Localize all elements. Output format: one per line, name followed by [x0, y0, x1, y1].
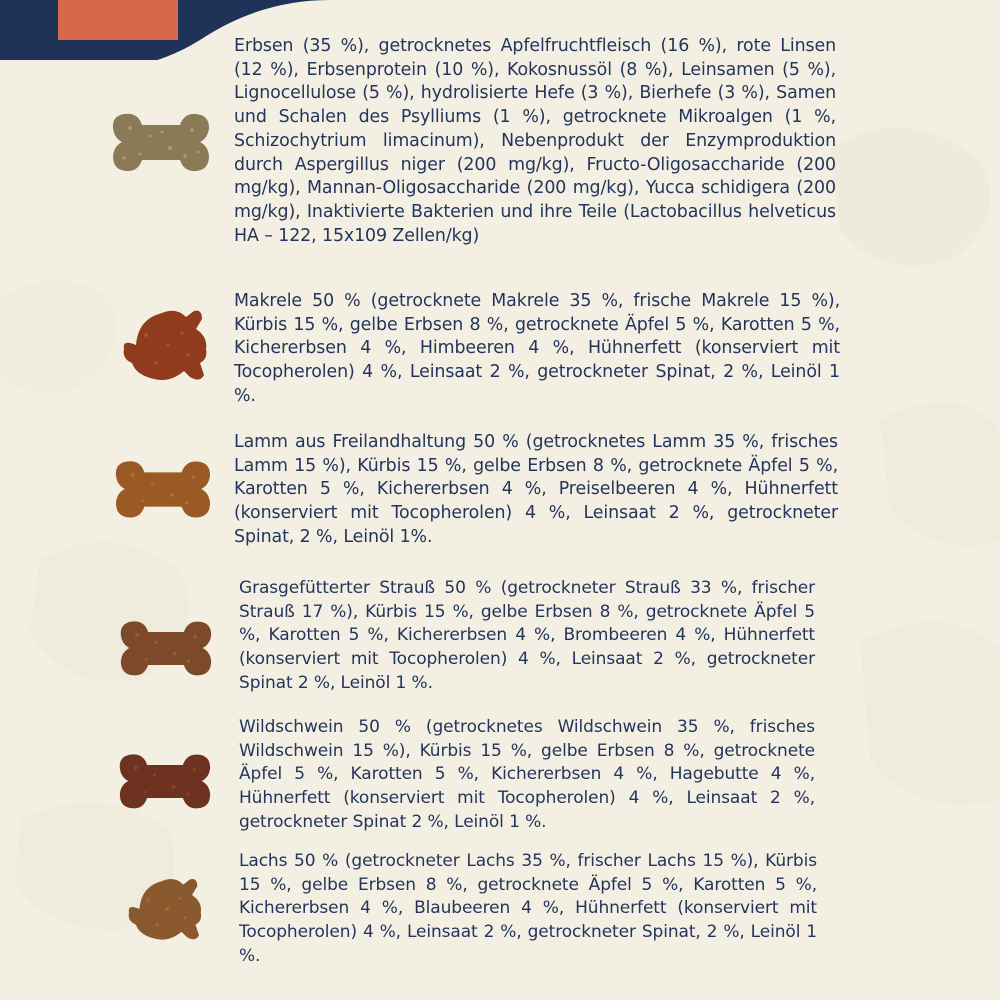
bone-treat-icon	[110, 108, 212, 176]
bone-treat-icon	[117, 748, 213, 814]
ingredients-text: Lamm aus Freilandhaltung 50 % (getrocknetes Lamm 35 %, frisches Lamm 15 %), Kürbis 15 %, gelbe Erbsen 8 %, getrocknete Äpfel 5 %, Karotten 5 %, Kichererbsen 4 %, Preiselbeeren 4 %, Hühnerfett (konserviert mit Tocopherolen) 4 %, Leinsaat 2 %, getrockneter Spinat, 2 %, Leinöl 1%.	[234, 432, 838, 547]
ingredients-text: Grasgefütterter Strauß 50 % (getrockneter Strauß 33 %, frischer Strauß 17 %), Kürbis 15 %, gelbe Erbsen 8 %, getrocknete Äpfel 5 %, Karotten 5 %, Kichererbsen 4 %, Brombeeren 4 %, Hühnerfett (konserviert mit Tocopherolen) 4 %, Leinsaat 2 %, getrockneter Spinat 2 %, Leinöl 1 %.	[239, 578, 815, 693]
ingredients-text: Erbsen (35 %), getrocknetes Apfelfruchtfleisch (16 %), rote Linsen (12 %), Erbsenprotein (10 %), Kokosnussöl (8 %), Leinsamen (5 %), Lignocellulose (5 %), hydrolisierte Hefe (3 %), Bierhefe (3 %), Samen und Schalen des Psylliums (1 %), getrocknete Mikroalgen (1 %, Schizochytrium limacinum), Nebenprodukt der Enzymproduktion durch Aspergillus niger (200 mg/kg), Fructo-Oligosaccharide (200 mg/kg), Mannan-Oligosaccharide (200 mg/kg), Yucca schidigera (200 mg/kg), Inaktivierte Bakterien und ihre Teile (Lactobacillus helveticus HA – 122, 15x109 Zellen/kg)	[234, 36, 836, 246]
treat-shape	[124, 311, 207, 380]
treat-shape	[121, 621, 211, 675]
treat-shape	[113, 114, 209, 171]
fish-treat-icon	[116, 305, 212, 385]
treat-shape	[116, 461, 210, 517]
ingredients-text: Wildschwein 50 % (getrocknetes Wildschwein 35 %, frisches Wildschwein 15 %), Kürbis 15 %, gelbe Erbsen 8 %, getrocknete Äpfel 5 %, Karotten 5 %, Kichererbsen 4 %, Hagebutte 4 %, Hühnerfett (konserviert mit Tocopherolen) 4 %, Leinsaat 2 %, getrockneter Spinat 2 %, Leinöl 1 %.	[239, 717, 815, 832]
treat-shape	[129, 879, 201, 940]
bone-treat-icon	[113, 454, 213, 524]
bone-treat-icon	[118, 614, 214, 682]
fish-treat-icon	[114, 874, 214, 944]
treat-shape	[120, 754, 210, 808]
ingredients-text: Lachs 50 % (getrockneter Lachs 35 %, frischer Lachs 15 %), Kürbis 15 %, gelbe Erbsen 8 %, getrocknete Äpfel 5 %, Karotten 5 %, Kichererbsen 4 %, Blaubeeren 4 %, Hühnerfett (konserviert mit Tocopherolen) 4 %, Leinsaat 2 %, getrockneter Spinat, 2 %, Leinöl 1 %.	[239, 851, 817, 966]
ingredients-text: Makrele 50 % (getrocknete Makrele 35 %, frische Makrele 15 %), Kürbis 15 %, gelbe Erbsen 8 %, getrocknete Äpfel 5 %, Karotten 5 %, Kichererbsen 4 %, Himbeeren 4 %, Hühnerfett (konserviert mit Tocopherolen) 4 %, Leinsaat 2 %, getrockneter Spinat, 2 %, Leinöl 1 %.	[234, 291, 840, 406]
